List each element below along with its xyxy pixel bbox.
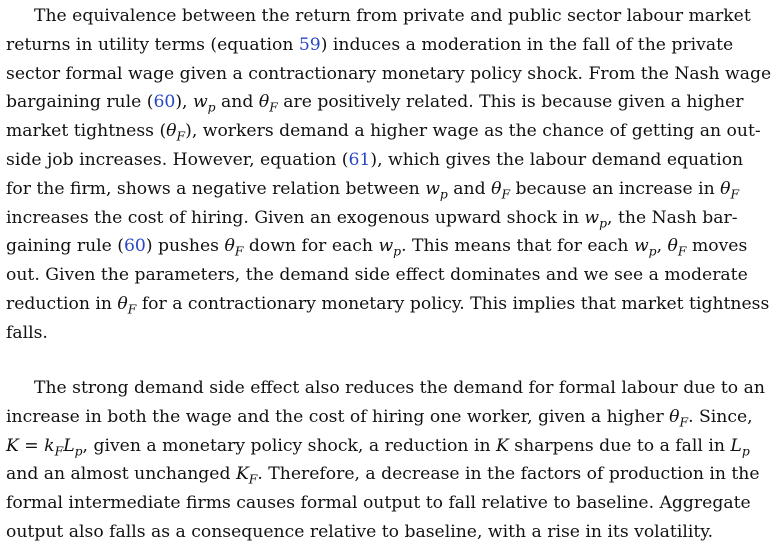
text-run: ),: [175, 92, 193, 113]
text-run: . This means that for each: [401, 236, 634, 257]
text-line: [6, 146, 744, 175]
equation-reference-link[interactable]: 60: [123, 236, 146, 257]
text-line: [6, 232, 748, 261]
math-subscript: p: [648, 244, 657, 259]
math-subscript: F: [234, 244, 244, 259]
text-run: ) pushes: [145, 236, 225, 257]
math-symbol: θ: [720, 178, 731, 199]
equation-reference-link[interactable]: 61: [348, 149, 371, 170]
text-run: ), which gives the labour demand equation: [370, 149, 744, 170]
equation-reference-link[interactable]: 59: [298, 34, 321, 55]
math-subscript: F: [501, 187, 511, 202]
math-subscript: F: [677, 244, 687, 259]
math-symbol: w: [378, 236, 394, 257]
text-line: [6, 117, 761, 146]
math-symbol: w: [192, 92, 208, 113]
text-run: , the Nash bar-: [607, 207, 738, 228]
math-symbol: w: [425, 178, 440, 199]
math-subscript: p: [439, 187, 448, 202]
text-run: ,: [656, 236, 668, 257]
math-symbol: θ: [258, 92, 270, 113]
text-run: falls.: [6, 322, 48, 343]
paragraph-2: [6, 374, 765, 547]
text-run: out. Given the parameters, the demand side effect dominates and we see a moderate: [6, 265, 748, 286]
math-symbol: θ: [166, 121, 177, 142]
math-symbol: θ: [669, 406, 680, 427]
math-symbol: θ: [491, 178, 502, 199]
math-symbol: θ: [117, 293, 128, 314]
text-run: sharpens due to a fall in: [508, 435, 731, 456]
text-run: The strong demand side effect also reduces the demand for formal labour due to an: [34, 378, 765, 398]
math-subscript: F: [176, 129, 186, 144]
text-line: [6, 432, 750, 461]
text-line: [6, 319, 696, 348]
text-line: [6, 204, 738, 233]
text-run: , given a monetary policy shock, a reduction in: [82, 435, 496, 456]
math-symbol: w: [584, 207, 600, 228]
math-subscript: p: [741, 444, 750, 459]
text-run: ) induces a moderation in the fall of the private: [320, 34, 734, 55]
text-run: increases the cost of hiring. Given an exogenous upward shock in: [6, 207, 585, 228]
text-run: sector formal wage given a contractionary monetary policy shock. From the Nash wage: [6, 63, 771, 84]
equation-reference-link[interactable]: 60: [153, 92, 176, 113]
text-run: output also falls as a consequence relative to baseline, with a rise in its volatility.: [6, 521, 714, 542]
math-symbol: θ: [667, 236, 678, 257]
text-line: [6, 60, 771, 89]
math-subscript: F: [248, 472, 258, 487]
math-symbol: w: [633, 236, 649, 257]
text-run: for a contractionary monetary policy. This implies that market tightness: [136, 293, 770, 314]
text-run: . Therefore, a decrease in the factors of production in the: [257, 464, 760, 485]
text-line: [6, 175, 740, 204]
math-symbol: k: [44, 435, 55, 456]
text-run: formal intermediate firms causes formal output to fall relative to baseline. Aggregate: [6, 493, 751, 514]
text-run: ), workers demand a higher wage as the chance of getting an out-: [185, 121, 761, 142]
text-run: and an almost unchanged: [6, 464, 236, 485]
text-run: because an increase in: [510, 178, 721, 199]
text-run: and: [447, 178, 492, 199]
text-line: [6, 31, 734, 60]
math-subscript: F: [269, 100, 278, 115]
paragraph-1: [6, 2, 771, 348]
text-run: returns in utility terms (equation: [6, 34, 299, 55]
text-line: [6, 290, 770, 319]
text-run: down for each: [243, 236, 379, 257]
math-subscript: F: [54, 444, 64, 459]
math-subscript: p: [393, 244, 402, 259]
text-run: side job increases. However, equation (: [6, 149, 349, 170]
math-symbol: K: [235, 464, 249, 485]
math-subscript: p: [74, 444, 83, 459]
math-symbol: θ: [224, 236, 235, 257]
text-line: [6, 261, 748, 290]
math-symbol: L: [730, 435, 742, 456]
text-run: and: [215, 92, 259, 113]
text-line: [6, 403, 753, 432]
text-run: are positively related. This is because given a higher: [277, 92, 744, 113]
math-subscript: F: [127, 302, 137, 317]
text-run: The equivalence between the return from private and public sector labour market: [34, 6, 751, 26]
text-run: gaining rule (: [6, 236, 124, 257]
text-line: [6, 489, 751, 518]
text-run: increase in both the wage and the cost of hiring one worker, given a higher: [6, 406, 670, 427]
math-subscript: p: [599, 216, 608, 231]
text-run: bargaining rule (: [6, 92, 154, 113]
text-line: [6, 88, 744, 117]
text-line: [6, 460, 760, 489]
text-run: for the firm, shows a negative relation between: [6, 178, 426, 199]
text-run: reduction in: [6, 293, 118, 314]
text-line: [6, 518, 714, 547]
text-line: [6, 374, 765, 403]
math-subscript: p: [207, 100, 216, 115]
math-symbol: K: [495, 435, 509, 456]
math-subscript: F: [730, 187, 740, 202]
math-symbol: L: [63, 435, 75, 456]
text-run: . Since,: [688, 406, 753, 427]
text-run: moves: [686, 236, 748, 257]
text-run: market tightness (: [6, 121, 167, 142]
text-run: =: [18, 435, 45, 456]
math-symbol: K: [6, 435, 19, 456]
text-line: [6, 2, 751, 31]
math-subscript: F: [679, 415, 689, 430]
